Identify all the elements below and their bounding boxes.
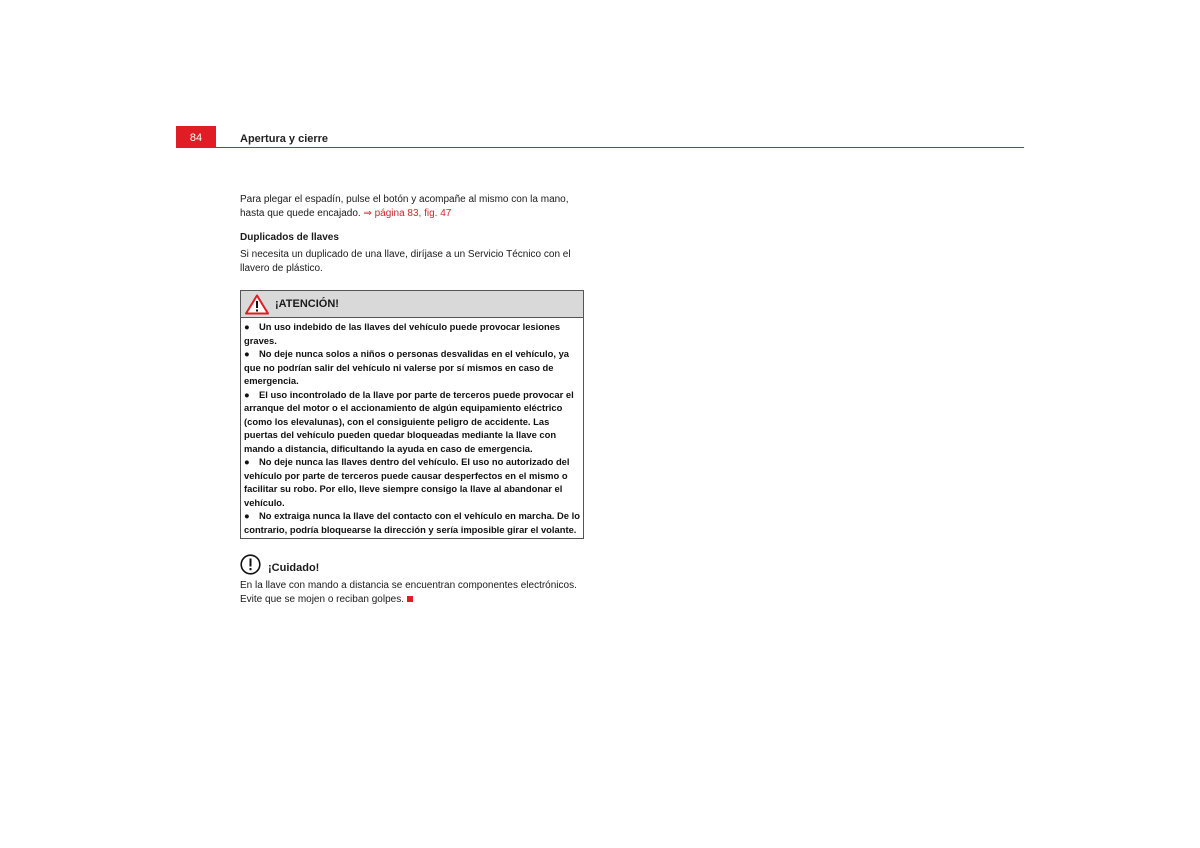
caution-title: ¡Cuidado! [268, 562, 320, 574]
warning-item-text: Un uso indebido de las llaves del vehículo puede provocar lesiones graves. [244, 321, 561, 346]
warning-item-text: No deje nunca las llaves dentro del vehículo. El uso no autorizado del vehículo por parte de terceros puede causar desperfectos en el mismo o facilitar su robo. Por ello, lleve siempre consigo la llave al abandonar el vehículo. [244, 456, 570, 508]
intro-text-2: hasta que quede encajado. [240, 208, 361, 219]
caution-paragraph [240, 579, 586, 607]
chapter-title: Apertura y cierre [240, 133, 329, 145]
warning-item-text: El uso incontrolado de la llave por parte de terceros puede provocar el arranque del motor o el accionamiento de algún equipamiento eléctrico (como los elevalunas), con el consiguiente peligro de accidente. Las puertas del vehículo pueden quedar bloqueadas mediante la llave con mando a distancia, dificultando la ayuda en caso de emergencia. [244, 388, 574, 454]
warning-title: ¡ATENCIÓN! [275, 298, 339, 310]
warning-item-text: No extraiga nunca la llave del contacto con el vehículo en marcha. De lo contrario, podría bloquearse la dirección y sería imposible girar el volante. [244, 510, 580, 535]
duplicates-heading: Duplicados de llaves [240, 232, 339, 243]
exclamation-circle-icon [240, 554, 261, 575]
caution-header [240, 553, 586, 575]
warning-item [244, 347, 581, 388]
warning-item-text: No deje nunca solos a niños o personas desvalidas en el vehículo, ya que no podrían salir del vehículo ni valerse por sí mismos en caso de emergencia. [244, 348, 569, 386]
warning-list [241, 318, 583, 538]
warning-triangle-icon [245, 294, 269, 315]
bullet: ● [244, 348, 250, 359]
warning-item [244, 509, 581, 536]
bullet: ● [244, 456, 250, 467]
intro-paragraph [240, 193, 586, 221]
bullet: ● [244, 388, 250, 400]
page-number: 84 [176, 126, 216, 148]
end-of-section-icon [407, 596, 413, 602]
header-rule [216, 147, 1024, 148]
warning-item [244, 320, 581, 347]
warning-header [241, 291, 583, 318]
caution-text: En la llave con mando a distancia se encuentran componentes electrónicos. Evite que se mojen o reciban golpes. [240, 580, 577, 605]
content-column [240, 193, 586, 607]
warning-box [240, 290, 584, 539]
bullet: ● [244, 321, 250, 332]
intro-text: Para plegar el espadín, pulse el botón y acompañe al mismo con la mano, [240, 194, 569, 205]
page-reference-link[interactable]: ⇒ página 83, fig. 47 [363, 208, 452, 219]
warning-item [244, 388, 581, 456]
bullet: ● [244, 510, 250, 521]
duplicates-paragraph: Si necesita un duplicado de una llave, diríjase a un Servicio Técnico con el llavero de plástico. [240, 249, 571, 274]
warning-item [244, 455, 581, 509]
